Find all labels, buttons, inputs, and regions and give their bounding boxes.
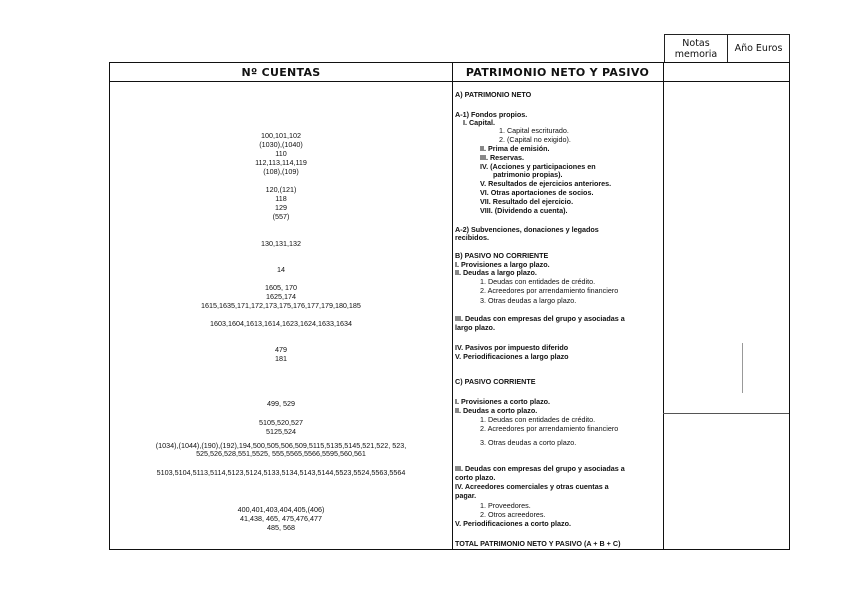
section-title: B) PASIVO NO CORRIENTE (455, 251, 549, 260)
column-divider (663, 81, 664, 549)
line-item: 3. Otras deudas a corto plazo. (480, 438, 577, 447)
cuentas-header: Nº CUENTAS (110, 63, 453, 82)
line-item: corto plazo. (455, 473, 496, 482)
notas-memoria-header: Notas memoria (665, 35, 728, 62)
line-item: 1. Capital escriturado. (499, 126, 569, 135)
account-row: 120,(121) (265, 185, 297, 194)
account-row: 41,438, 465, 475,476,477 (240, 514, 322, 523)
section-title: A) PATRIMONIO NETO (455, 90, 532, 99)
line-item: III. Reservas. (480, 153, 524, 162)
account-row: (557) (272, 212, 290, 221)
line-item: 2. Acreedores por arrendamiento financiero (480, 286, 619, 295)
account-row: 181 (275, 354, 287, 363)
patrimonio-header: PATRIMONIO NETO Y PASIVO (452, 63, 664, 82)
account-row: 485, 568 (267, 523, 295, 532)
line-item: patrimonio propias). (493, 170, 563, 179)
line-item: 2. Otros acreedores. (480, 510, 546, 519)
account-row: 400,401,403,404,405,(406) (237, 505, 325, 514)
account-row: (1030),(1040) (259, 140, 303, 149)
row-divider (663, 413, 789, 414)
account-row: 5103,5104,5113,5114,5123,5124,5133,5134,5143,5144,5523,5524,5563,5564 (156, 468, 406, 477)
line-item: V. Periodificaciones a corto plazo. (455, 519, 571, 528)
line-item: recibidos. (455, 233, 489, 242)
account-row: 129 (275, 203, 287, 212)
line-item: I. Provisiones a largo plazo. (455, 260, 550, 269)
column-divider (742, 343, 743, 393)
line-item: IV. Pasivos por impuesto diferido (455, 343, 569, 352)
account-row: 1605, 170 (265, 283, 297, 292)
line-item: A-1) Fondos propios. (455, 110, 528, 119)
account-row: 110 (275, 149, 287, 158)
line-item: 1. Deudas con entidades de crédito. (480, 277, 596, 286)
account-row: 118 (275, 194, 287, 203)
line-item: II. Deudas a largo plazo. (455, 268, 537, 277)
account-row: 112,113,114,119 (255, 158, 307, 167)
header-box (664, 34, 790, 63)
line-item: V. Resultados de ejercicios anteriores. (480, 179, 612, 188)
line-item: V. Periodificaciones a largo plazo (455, 352, 569, 361)
line-item: II. Prima de emisión. (480, 144, 550, 153)
line-item: 1. Proveedores. (480, 501, 531, 510)
total-line: TOTAL PATRIMONIO NETO Y PASIVO (A + B + C) (455, 539, 621, 548)
line-item: II. Deudas a corto plazo. (455, 406, 538, 415)
line-item: 1. Deudas con entidades de crédito. (480, 415, 596, 424)
line-item: VI. Otras aportaciones de socios. (480, 188, 594, 197)
account-row: 5125,524 (266, 427, 296, 436)
line-item: VII. Resultado del ejercicio. (480, 197, 574, 206)
account-row: 14 (277, 265, 285, 274)
account-row: 1625,174 (266, 292, 296, 301)
account-row: 100,101,102 (261, 131, 301, 140)
account-row: 525,526,528,551,5525, 555,5565,5566,5595,560,561 (196, 449, 366, 458)
line-item: largo plazo. (455, 323, 495, 332)
column-divider (452, 81, 453, 549)
values-header (663, 63, 789, 82)
account-row: 130,131,132 (261, 239, 301, 248)
line-item: 2. (Capital no exigido). (499, 135, 571, 144)
account-row: (1034),(1044),(190),(192),194,500,505,506,509,5115,5135,5145,521,522, 523, (155, 441, 407, 450)
account-row: 5105,520,527 (259, 418, 303, 427)
line-item: IV. (Acciones y participaciones en (480, 162, 596, 171)
line-item: IV. Acreedores comerciales y otras cuentas a (455, 482, 609, 491)
line-item: I. Provisiones a corto plazo. (455, 397, 551, 406)
account-row: 1615,1635,171,172,173,175,176,177,179,180,185 (201, 301, 361, 310)
line-item: 2. Acreedores por arrendamiento financiero (480, 424, 619, 433)
account-row: 499, 529 (267, 399, 295, 408)
line-item: 3. Otras deudas a largo plazo. (480, 296, 577, 305)
anio-euros-header: Año Euros (734, 43, 783, 54)
balance-table (109, 62, 790, 550)
line-item: I. Capital. (463, 118, 495, 127)
line-item: pagar. (455, 491, 477, 500)
section-title: C) PASIVO CORRIENTE (455, 377, 536, 386)
account-row: (108),(109) (263, 167, 299, 176)
account-row: 479 (275, 345, 287, 354)
line-item: III. Deudas con empresas del grupo y asociadas a (455, 464, 625, 473)
account-row: 1603,1604,1613,1614,1623,1624,1633,1634 (210, 319, 352, 328)
line-item: VIII. (Dividendo a cuenta). (480, 206, 568, 215)
line-item: A-2) Subvenciones, donaciones y legados (455, 225, 599, 234)
line-item: III. Deudas con empresas del grupo y asociadas a (455, 314, 625, 323)
